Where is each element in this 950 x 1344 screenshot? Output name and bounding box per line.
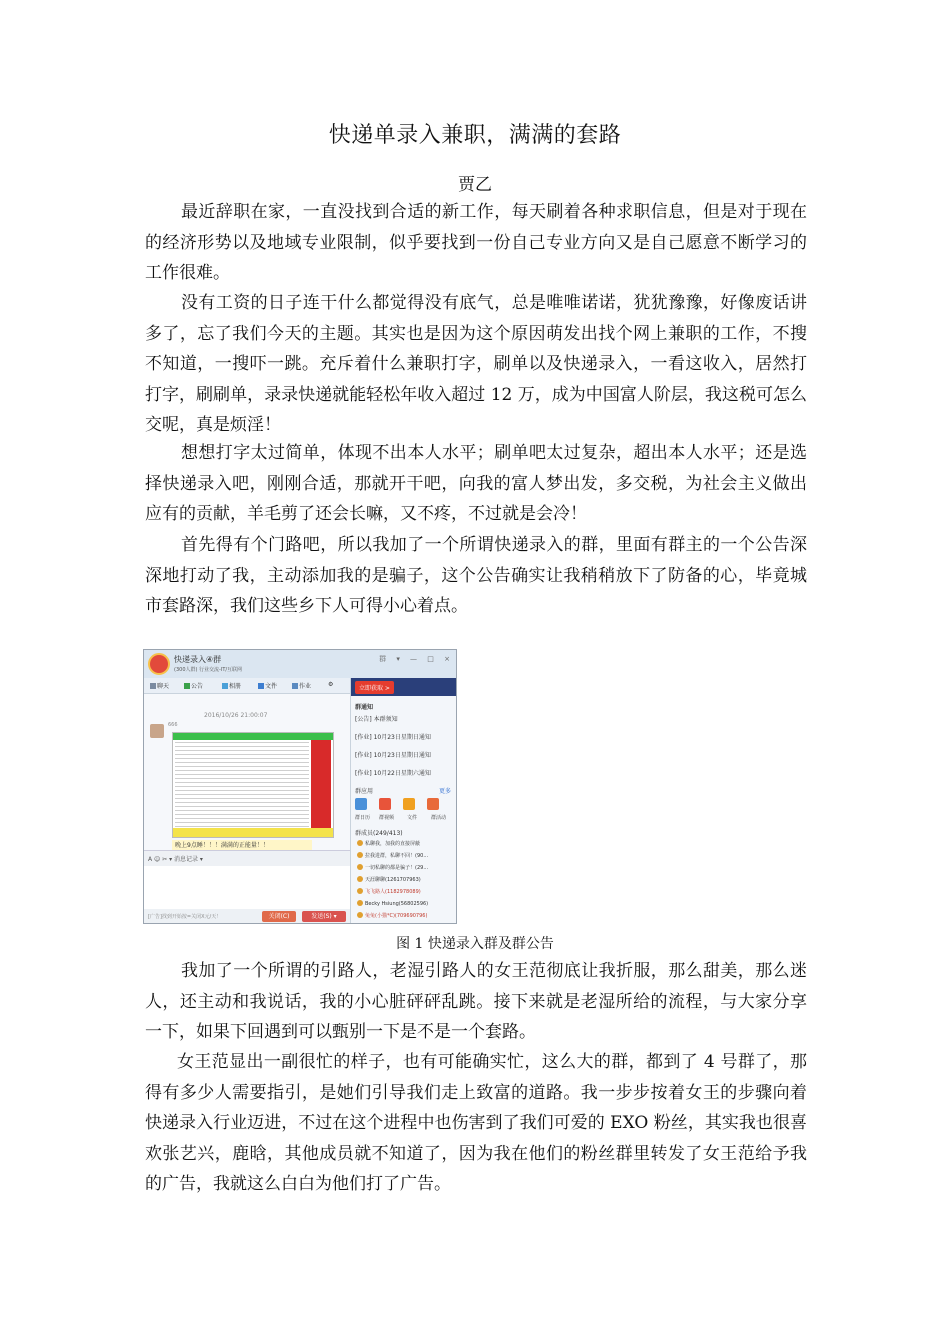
window-controls: 群 ▾ — □ ×	[379, 655, 454, 663]
homework-icon	[292, 683, 298, 689]
user-icon	[357, 900, 363, 906]
avatar	[150, 724, 164, 738]
toolbar-album: 相册	[222, 681, 241, 690]
paragraph-4: 首先得有个门路吧，所以我加了一个所谓快递录入的群，里面有群主的一个公告深深地打动了我，主动添加我的是骗子，这个公告确实让我稍稍放下了防备的心，毕竟城市套路深，我们这些乡下人可得小心着点。	[145, 535, 807, 616]
user-icon	[357, 852, 363, 858]
app-icons	[355, 798, 455, 812]
members-title: 群成员(249/413)	[355, 830, 403, 837]
toolbar-homework: 作业	[292, 681, 311, 690]
qq-group-screenshot	[143, 649, 457, 924]
user-icon	[357, 864, 363, 870]
bottom-hint: [广告]找到开始按=关闭X元/天！	[144, 909, 350, 924]
paragraph-5: 我加了一个所谓的引路人，老湿引路人的女王范彻底让我折服，那么甜美，那么迷人，还主动和我说话，我的小心脏砰砰乱跳。接下来就是老湿所给的流程，与大家分享一下，如果下回遇到可以甄别一下是不是一个套路。	[145, 961, 807, 1042]
member-item: 一切私聊的都是骗子！(29...	[357, 864, 428, 871]
group-logo-icon	[148, 653, 170, 675]
app-label: 群活动	[431, 815, 447, 821]
member-item: 兔兔(小猫*C)(709690796)	[357, 912, 427, 919]
notice-item: [作业] 10月22日星期六通知	[355, 770, 431, 777]
video-icon	[379, 798, 391, 810]
toolbar-notice: 公告	[184, 681, 203, 690]
article-title: 快递单录入兼职，满满的套路	[328, 123, 622, 148]
app-label: 群视频	[379, 815, 395, 821]
user-icon	[357, 840, 363, 846]
chat-toolbar	[144, 678, 350, 694]
toolbar-files: 文件	[258, 681, 277, 690]
folder-icon	[258, 683, 264, 689]
message-input	[144, 866, 350, 909]
album-icon	[222, 683, 228, 689]
message-timestamp: 2016/10/26 21:00:07	[204, 712, 268, 719]
notice-item: [作业] 10月23日星期日通知	[355, 752, 431, 759]
gear-icon: ⚙	[328, 681, 334, 688]
member-item: 飞飞路人(1182978089)	[357, 888, 421, 895]
notice-item: [公告] 本群须知	[355, 716, 398, 723]
toolbar-chat: 聊天	[150, 681, 169, 690]
notice-icon	[184, 683, 190, 689]
member-item: 私聊我，加我的直接屏蔽	[357, 840, 420, 847]
user-icon	[357, 876, 363, 882]
chat-bubble: 晚上9点睡！！！满满的正能量！！	[172, 840, 312, 850]
paragraph-6: 女王范显出一副很忙的样子，也有可能确实忙，这么大的群，都到了 4 号群了，那得有多少人需要指引，是她们引导我们走上致富的道路。我一步步按着女王的步骤向着快递录入行业迈进，不过在这个进程中也伤害到了我们可爱的 EXO 粉丝，其实我也很喜欢张艺兴，鹿晗，其他成员就不知道了，因为我在他们的粉丝群里转发了女王范给予我的广告，我就这么白白为他们打了广告。	[145, 1052, 807, 1194]
chat-titlebar	[144, 650, 457, 678]
notice-title: 群通知	[355, 704, 374, 711]
send-button: 发送(S) ▾	[302, 911, 346, 922]
ad-banner	[351, 678, 457, 696]
member-item: 拉我进群，私聊不回！(90...	[357, 852, 428, 859]
sheet-red-column	[311, 740, 331, 828]
close-button: 关闭(C)	[262, 911, 296, 922]
chat-icon	[150, 683, 156, 689]
apps-more-link: 更多	[439, 788, 452, 795]
spreadsheet-image	[172, 732, 334, 838]
member-item: Becky Hsiung(56802596)	[357, 900, 428, 907]
group-name: 快递录入④群	[174, 655, 222, 664]
paragraph-1: 最近辞职在家，一直没找到合适的新工作，每天刷着各种求职信息，但是对于现在的经济形势以及地域专业限制，似乎要找到一份自己专业方向又是自己愿意不断学习的工作很难。	[145, 202, 807, 283]
sheet-footer	[173, 828, 333, 837]
figure-caption: 图 1 快递录入群及群公告	[396, 936, 554, 952]
file-icon	[403, 798, 415, 810]
banner-button: 立即获取 >	[355, 681, 394, 694]
sheet-rows	[175, 742, 309, 827]
article-author: 贾乙	[458, 175, 492, 195]
app-label: 文件	[407, 815, 418, 821]
notice-item: [作业] 10月23日星期日通知	[355, 734, 431, 741]
chat-area	[144, 694, 350, 850]
group-subtitle: (300人群) 行业交流-IT/互联网	[174, 667, 243, 673]
user-icon	[357, 912, 363, 918]
input-toolbar: A ☺ ✂ ▾ 消息记录 ▾	[144, 850, 350, 866]
apps-title: 群应用	[355, 788, 374, 795]
group-sidebar	[350, 678, 457, 924]
app-label: 群日历	[355, 815, 371, 821]
user-icon	[357, 888, 363, 894]
member-item: 天涯聊聊(1261707963)	[357, 876, 421, 883]
calendar-icon	[355, 798, 367, 810]
message-sender: 666	[168, 722, 178, 728]
paragraph-3: 想想打字太过简单，体现不出本人水平；刷单吧太过复杂，超出本人水平；还是选择快递录入吧，刚刚合适，那就开干吧，向我的富人梦出发，多交税，为社会主义做出应有的贡献，羊毛剪了还会长嘛，又不疼，不过就是会冷！	[145, 443, 807, 524]
activity-icon	[427, 798, 439, 810]
sheet-header	[173, 733, 333, 740]
paragraph-2: 没有工资的日子连干什么都觉得没有底气，总是唯唯诺诺，犹犹豫豫，好像废话讲多了，忘了我们今天的主题。其实也是因为这个原因萌发出找个网上兼职的工作，不搜不知道，一搜吓一跳。充斥着什么兼职打字，刷单以及快递录入，一看这收入，居然打打字，刷刷单，录录快递就能轻松年收入超过 12 万，成为中国富人阶层，我这税可怎么交呢，真是烦淫！	[145, 293, 807, 435]
